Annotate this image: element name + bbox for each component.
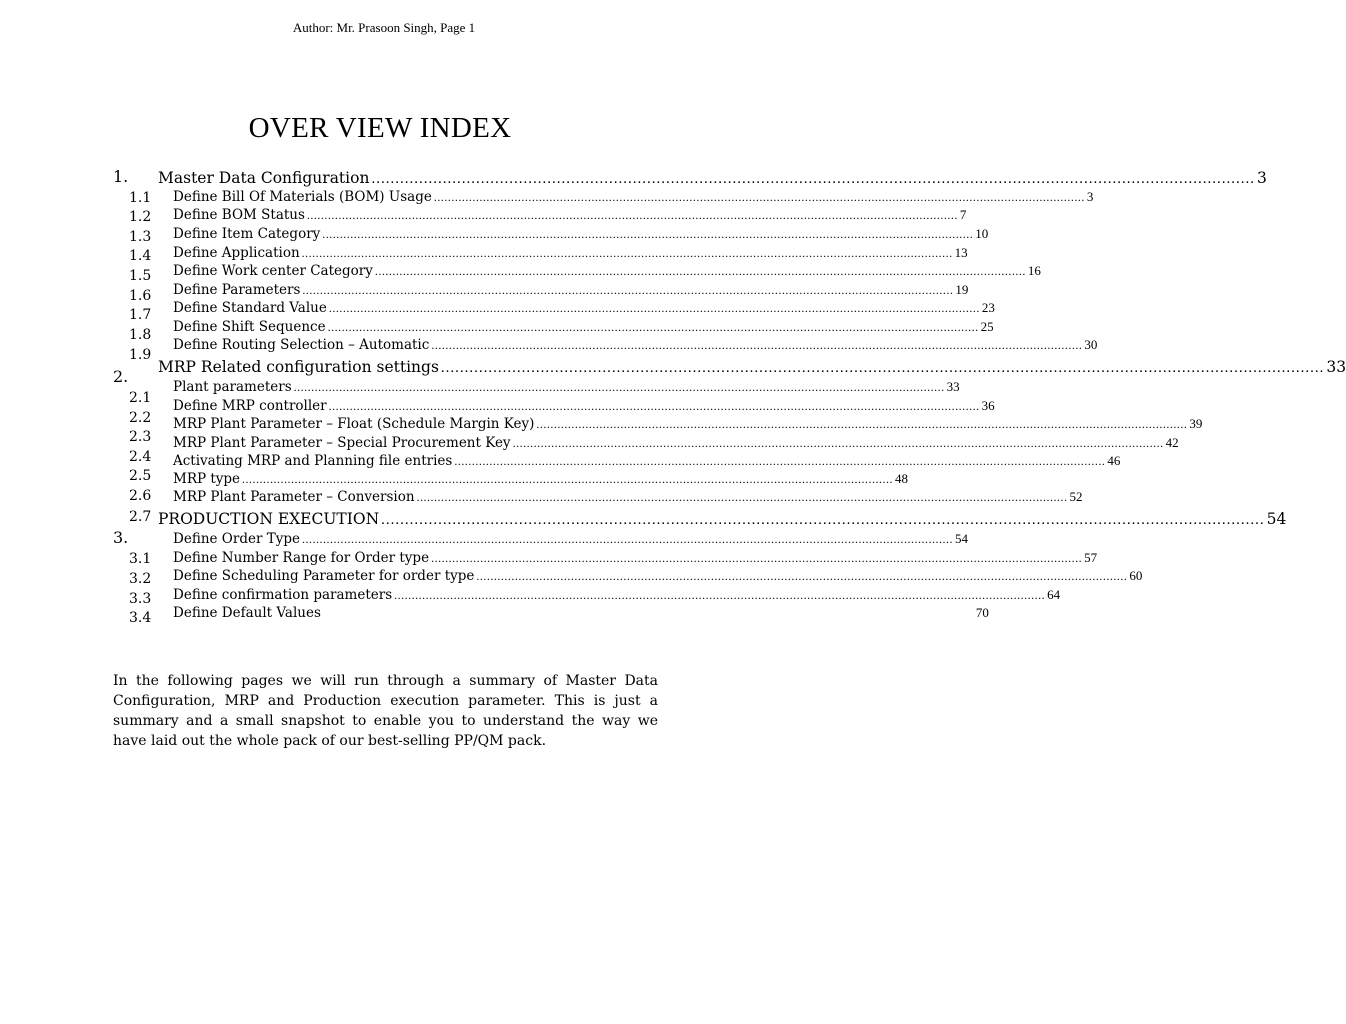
toc-entry-page: 46 (1107, 453, 1121, 468)
dot-leader: .......................................................................................................................................................................................... (302, 283, 954, 297)
toc-number: 1. (113, 167, 129, 186)
toc-entry-label: PRODUCTION EXECUTION (158, 510, 380, 528)
toc-number: 3.3 (129, 591, 152, 607)
toc-number: 1.7 (129, 307, 152, 323)
toc-entry-page: 3 (1256, 169, 1267, 187)
toc-entry-label: Define Number Range for Order type (173, 550, 430, 566)
toc-entry-label: Define Shift Sequence (173, 319, 326, 335)
dot-leader: .......................................................................................................................................................................................... (322, 227, 974, 241)
toc-entry[interactable] (173, 586, 1061, 604)
toc-entry-label: Define Item Category (173, 226, 321, 242)
dot-leader: .......................................................................................................................................................................................... (476, 569, 1128, 583)
toc-entry-label: Define Bill Of Materials (BOM) Usage (173, 189, 432, 205)
toc-entry-label: Define confirmation parameters (173, 587, 393, 603)
toc-entry[interactable] (158, 509, 1287, 530)
toc-entry[interactable] (173, 206, 967, 224)
toc-entry-label: Master Data Configuration (158, 169, 370, 187)
toc-entry[interactable] (173, 530, 968, 548)
dot-leader: .......................................................................................................................................................................................... (512, 436, 1164, 450)
toc-entry[interactable] (173, 567, 1143, 585)
toc-entry-label: Define Standard Value (173, 300, 327, 316)
page-header: Author: Mr. Prasoon Singh, Page 1 (292, 20, 476, 35)
toc-entry-label: Define Routing Selection – Automatic (173, 337, 430, 353)
toc-number: 2.1 (129, 390, 152, 406)
toc-entry-label: MRP Plant Parameter – Special Procurement Key (173, 435, 511, 451)
toc-entry[interactable] (173, 336, 1098, 354)
dot-leader: .......................................................................................................................................................................................... (371, 171, 1255, 187)
dot-leader: .......................................................................................................................................................................................... (536, 417, 1188, 431)
dot-leader: .......................................................................................................................................................................................... (327, 320, 979, 334)
toc-number: 1.4 (129, 248, 152, 264)
toc-entry-page: 48 (895, 471, 909, 486)
toc-entry[interactable] (173, 452, 1121, 470)
toc-entry-label: Define BOM Status (173, 207, 305, 223)
toc-entry-label: Activating MRP and Planning file entries (173, 453, 453, 469)
dot-leader: .......................................................................................................................................................................................... (328, 399, 980, 413)
toc-entry[interactable] (173, 299, 995, 317)
toc-entry-page: 25 (980, 319, 994, 334)
toc-number: 1.5 (129, 268, 152, 284)
dot-leader: .......................................................................................................................................................................................... (433, 190, 1085, 204)
toc-entry-page: 16 (1027, 263, 1041, 278)
toc-entry[interactable] (173, 225, 989, 243)
toc-entry-page: 10 (975, 226, 989, 241)
toc-number: 2.4 (129, 449, 152, 465)
dot-leader: .......................................................................................................................................................................................... (431, 551, 1083, 565)
toc-entry-page: 23 (981, 300, 995, 315)
toc-entry[interactable] (173, 604, 989, 622)
dot-leader: .......................................................................................................................................................................................... (301, 532, 953, 546)
toc-entry-page: 33 (946, 379, 960, 394)
dot-leader: .......................................................................................................................................................................................... (431, 338, 1083, 352)
dot-leader: .......................................................................................................................................................................................... (440, 360, 1325, 376)
toc-entry-page: 13 (954, 245, 968, 260)
toc-entry-page: 3 (1086, 189, 1094, 204)
toc-entry-label: MRP Plant Parameter – Conversion (173, 489, 415, 505)
toc-entry-page: 19 (955, 282, 969, 297)
toc-entry[interactable] (173, 470, 909, 488)
toc-entry[interactable] (173, 318, 994, 336)
toc-number: 2.7 (129, 509, 152, 525)
toc-entry-page: 52 (1069, 489, 1083, 504)
toc-entry-label: Define Work center Category (173, 263, 373, 279)
dot-leader: .......................................................................................................................................................................................... (328, 301, 980, 315)
toc-entry-label: Define Default Values (173, 605, 321, 621)
toc-entry[interactable] (173, 281, 969, 299)
toc-entry[interactable] (173, 262, 1041, 280)
toc-number: 1.6 (129, 288, 152, 304)
dot-leader: .......................................................................................................................................................................................... (301, 246, 953, 260)
dot-leader: .......................................................................................................................................................................................... (454, 454, 1106, 468)
toc-entry-label: Define Scheduling Parameter for order type (173, 568, 475, 584)
toc-entry-label: MRP Related configuration settings (158, 358, 439, 376)
toc-number: 2.3 (129, 429, 152, 445)
toc-number: 2.2 (129, 410, 152, 426)
toc-entry[interactable] (173, 397, 995, 415)
dot-leader: .......................................................................................................................................................................................... (293, 380, 945, 394)
toc-entry-label: Define Parameters (173, 282, 301, 298)
toc-number: 1.2 (129, 209, 152, 225)
dot-leader: .......................................................................................................................................................................................... (242, 472, 894, 486)
toc-entry[interactable] (173, 415, 1203, 433)
toc-entry-page: 64 (1047, 587, 1061, 602)
toc-number: 3.2 (129, 571, 152, 587)
toc-entry-label: MRP type (173, 471, 241, 487)
toc-number: 3. (113, 528, 129, 547)
toc-entry-page: 42 (1165, 435, 1179, 450)
toc-number: 3.1 (129, 551, 152, 567)
toc-entry[interactable] (158, 357, 1346, 378)
toc-entry-page: 57 (1084, 550, 1098, 565)
toc-number: 2.5 (129, 468, 152, 484)
toc-entry[interactable] (173, 549, 1098, 567)
toc-entry[interactable] (173, 488, 1083, 506)
toc-entry-page: 54 (1266, 510, 1287, 528)
toc-entry-label: Define Application (173, 245, 300, 261)
toc-entry[interactable] (158, 168, 1267, 189)
dot-leader: .......................................................................................................................................................................................... (381, 512, 1265, 528)
toc-entry-label: Define Order Type (173, 531, 300, 547)
toc-number: 1.8 (129, 327, 152, 343)
toc-number: 3.4 (129, 610, 152, 626)
toc-number: 2.6 (129, 488, 152, 504)
dot-leader: .......................................................................................................................................................................................... (394, 588, 1046, 602)
intro-paragraph: In the following pages we will run through a summary of Master Data Configuration, MRP and Production execution parameter. This is just a summary and a small snapshot to enable you to understand the way we have laid out the whole pack of our best-selling PP/QM pack. (113, 673, 658, 749)
toc-entry-page: 33 (1326, 358, 1346, 376)
toc-entry-page: 36 (981, 398, 995, 413)
toc-entry-page: 7 (959, 207, 967, 222)
toc-entry[interactable] (173, 188, 1094, 206)
toc-entry-page: 39 (1189, 416, 1203, 431)
toc-number: 1.3 (129, 229, 152, 245)
toc-number: 1.1 (129, 190, 152, 206)
toc-entry[interactable] (173, 378, 960, 396)
dot-leader: .......................................................................................................................................................................................... (306, 208, 958, 222)
toc-entry[interactable] (173, 244, 968, 262)
toc-entry-label: MRP Plant Parameter – Float (Schedule Margin Key) (173, 416, 535, 432)
toc-entry-label: Define MRP controller (173, 398, 327, 414)
toc-entry-label: Plant parameters (173, 379, 292, 395)
toc-entry-page: 70 (975, 605, 989, 620)
dot-leader: .......................................................................................................................................................................................... (416, 490, 1068, 504)
toc-entry[interactable] (173, 434, 1179, 452)
dot-leader: .......................................................................................................................................................................................... (374, 264, 1026, 278)
toc-entry-page: 54 (954, 531, 968, 546)
toc-number: 1.9 (129, 347, 152, 363)
page-title: OVER VIEW INDEX (248, 112, 512, 144)
toc-entry-page: 60 (1129, 568, 1143, 583)
toc-entry-page: 30 (1084, 337, 1098, 352)
toc-number: 2. (113, 367, 129, 386)
